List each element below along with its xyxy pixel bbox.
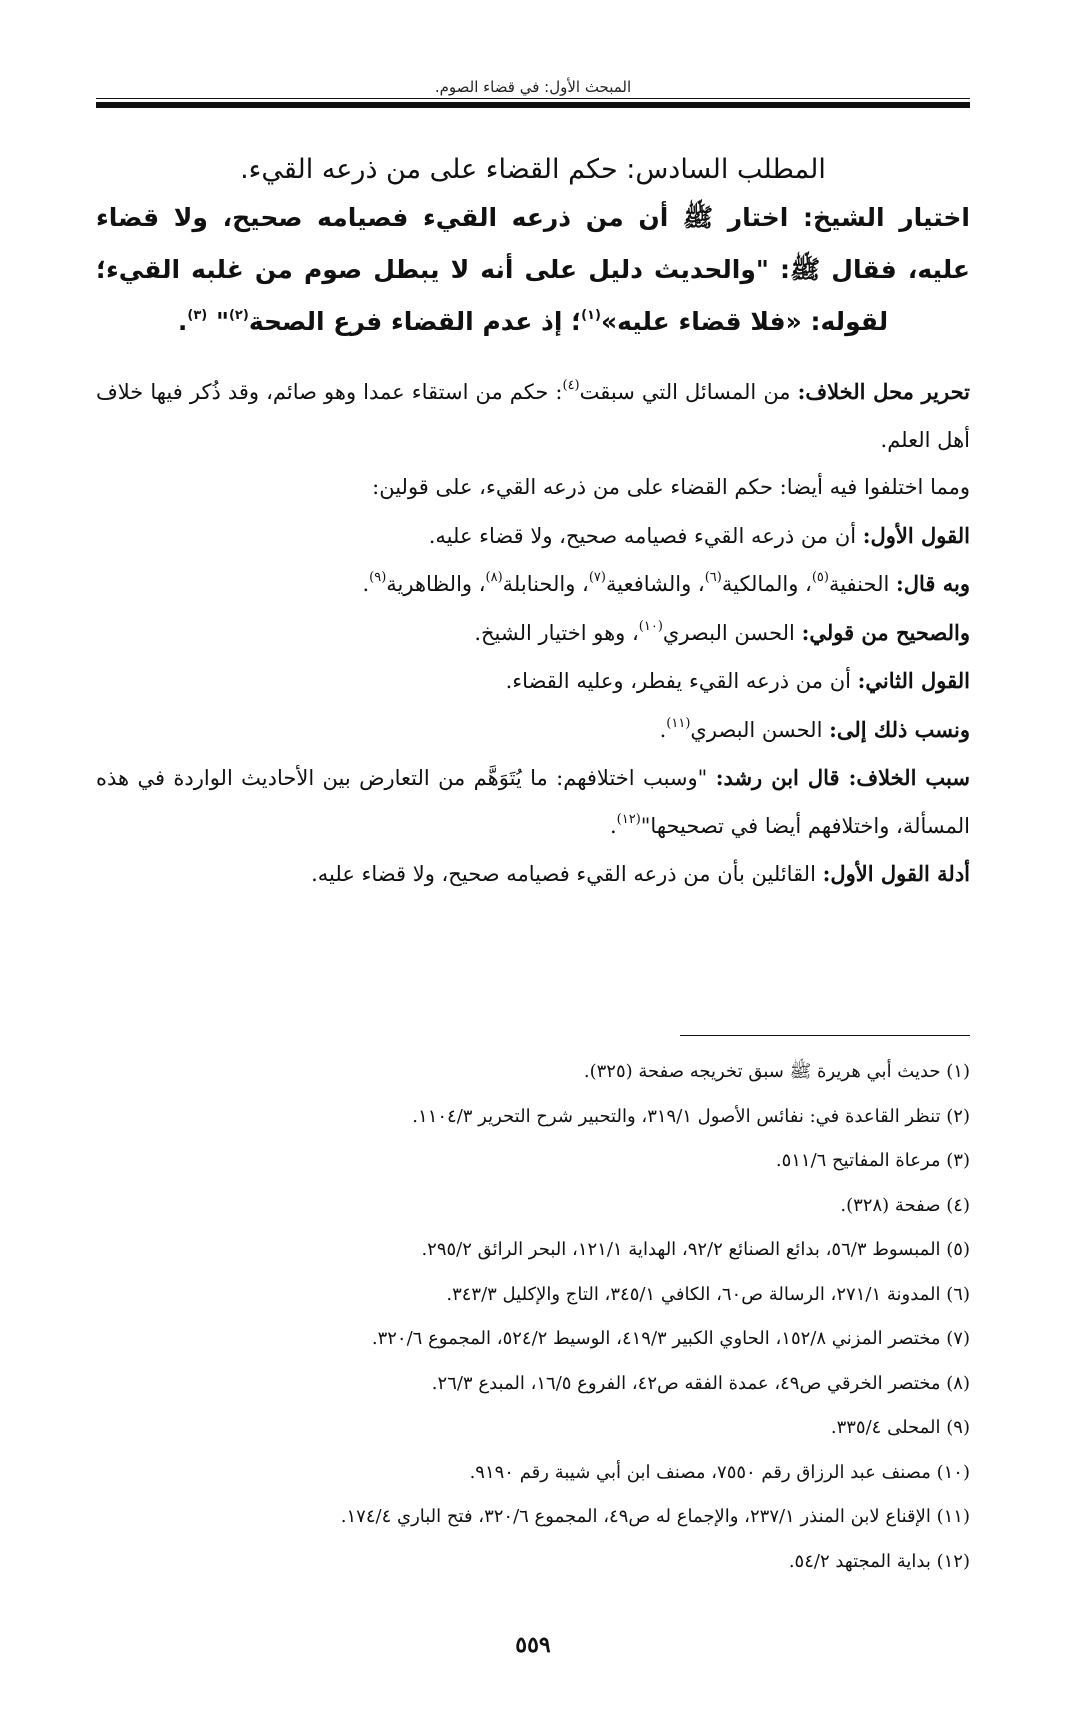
section-title: المطلب السادس: حكم القضاء على من ذرعه القيء. bbox=[240, 154, 826, 185]
footnotes bbox=[96, 1050, 970, 1584]
attribution-text-a: الحسن البصري bbox=[690, 717, 830, 742]
footnote-10: (١٠) مصنف عبد الرزاق رقم ٧٥٥٠، مصنف ابن أبي شيبة رقم ٩١٩٠. bbox=[469, 1461, 970, 1483]
footnote-ref-2: (٢) bbox=[228, 307, 249, 323]
dispute-reason-end: . bbox=[609, 813, 617, 838]
holders-shafii: ، والشافعية bbox=[605, 572, 705, 596]
first-evidence-text: القائلين بأن من ذرعه القيء فصيامه صحيح، ولا قضاء عليه. bbox=[311, 862, 823, 886]
footnote-5: (٥) المبسوط ٥٦/٣، بدائع الصنائع ٩٢/٢، الهداية ١٢١/١، البحر الرائق ٢٩٥/٢. bbox=[421, 1239, 970, 1260]
footnote-9: (٩) المحلى ٣٣٥/٤. bbox=[830, 1417, 970, 1438]
paragraph-second-opinion bbox=[96, 657, 970, 706]
footnote-12: (١٢) بداية المجتهد ٥٤/٢. bbox=[788, 1550, 970, 1572]
holders-end: . bbox=[362, 572, 370, 596]
holders-maliki: ، والمالكية bbox=[721, 572, 812, 596]
paragraph-correct-view bbox=[96, 609, 970, 658]
page-number: ٥٥٩ bbox=[515, 1632, 551, 1658]
footnote-7: (٧) مختصر المزني ١٥٢/٨، الحاوي الكبير ٤١٩/٣، الوسيط ٥٢٤/٢، المجموع ٣٢٠/٦. bbox=[371, 1328, 970, 1349]
dispute-scope-label: تحرير محل الخلاف: bbox=[797, 379, 970, 404]
first-opinion-text: أن من ذرعه القيء فصيامه صحيح، ولا قضاء عليه. bbox=[428, 523, 863, 548]
paragraph-first-opinion-holders bbox=[96, 560, 970, 609]
sheikh-choice-paragraph bbox=[96, 192, 970, 348]
body-text bbox=[96, 368, 970, 899]
header-rule-thick bbox=[96, 102, 970, 108]
footnote-6: (٦) المدونة ٢٧١/١، الرسالة ص٦٠، الكافي ٣٤٥/١، التاج والإكليل ٣٤٣/٣. bbox=[446, 1283, 970, 1305]
paragraph-dispute-scope bbox=[96, 368, 970, 464]
footnote-ref-12: (١٢) bbox=[616, 811, 641, 827]
footnote-ref-3: (٣) bbox=[187, 307, 208, 323]
choice-text-2: ؛ إذ عدم القضاء فرع الصحة bbox=[248, 307, 582, 336]
footnote-ref-9: (٩) bbox=[369, 570, 387, 585]
choice-text-1: اختار ﷺ أن من ذرعه القيء فصيامه صحيح، ولا قضاء عليه، فقال ﷺ: "والحديث دليل على أنه لا يبطل صوم من غلبه القيء؛ لقوله: «فلا قضاء عليه» bbox=[96, 203, 970, 336]
attribution-label: ونسب ذلك إلى: bbox=[829, 716, 970, 742]
footnote-8: (٨) مختصر الخرقي ص٤٩، عمدة الفقه ص٤٢، الفروع ١٦/٥، المبدع ٢٦/٣. bbox=[431, 1372, 970, 1394]
first-evidence-label: أدلة القول الأول: bbox=[822, 861, 970, 886]
choice-label: اختيار الشيخ: bbox=[802, 203, 970, 232]
holders-hanbali: ، والحنابلة bbox=[502, 572, 589, 596]
footnote-ref-6: (٦) bbox=[704, 570, 722, 585]
header-rule-thin bbox=[96, 98, 970, 99]
correct-view-text-a: الحسن البصري bbox=[662, 620, 802, 645]
footnote-ref-7: (٧) bbox=[588, 570, 606, 585]
footnote-3: (٣) مرعاة المفاتيح ٥١١/٦. bbox=[775, 1150, 970, 1171]
paragraph-dispute-reason bbox=[96, 754, 970, 850]
dispute-scope-text-a: من المسائل التي سبقت bbox=[579, 380, 798, 404]
running-header: المبحث الأول: في قضاء الصوم. bbox=[434, 78, 632, 96]
paragraph-first-evidence bbox=[96, 850, 970, 899]
dispute-reason-label: سبب الخلاف: bbox=[848, 765, 970, 790]
holders-zahiri: ، والظاهرية bbox=[386, 572, 486, 596]
correct-view-label: والصحيح من قولي: bbox=[801, 619, 970, 645]
footnote-4: (٤) صفحة (٣٢٨). bbox=[840, 1194, 970, 1216]
paragraph-first-opinion bbox=[96, 512, 970, 561]
ibn-rushd-label: قال ابن رشد: bbox=[715, 765, 849, 790]
footnote-11: (١١) الإقناع لابن المنذر ٢٣٧/١، والإجماع له ص٤٩، المجموع ٣٢٠/٦، فتح الباري ١٧٤/٤. bbox=[340, 1506, 970, 1527]
second-opinion-text: أن من ذرعه القيء يفطر، وعليه القضاء. bbox=[505, 669, 858, 693]
second-opinion-label: القول الثاني: bbox=[857, 668, 970, 693]
choice-text-4: . bbox=[177, 307, 188, 336]
footnote-ref-8: (٨) bbox=[485, 570, 503, 585]
footnote-1: (١) حديث أبي هريرة ﷺ سبق تخريجه صفحة (٣٢٥). bbox=[583, 1061, 970, 1082]
dispute-scope-text-b: : حكم من استقاء عمدا وهو صائم، وقد ذُكر فيها خلاف أهل العلم. bbox=[96, 380, 970, 452]
footnote-ref-10: (١٠) bbox=[638, 618, 663, 634]
footnote-ref-1: (١) bbox=[581, 307, 601, 323]
attribution-text-b: . bbox=[659, 717, 667, 742]
paragraph-attribution bbox=[96, 706, 970, 755]
correct-view-text-b: ، وهو اختيار الشيخ. bbox=[474, 620, 639, 645]
dispute-reason-text: "وسبب اختلافهم: ما يُتَوَهَّم من التعارض بين الأحاديث الواردة في هذه المسألة، واختلافهم أيضا في تصحيحها" bbox=[96, 766, 970, 838]
first-opinion-label: القول الأول: bbox=[862, 522, 970, 548]
holders-label: وبه قال: bbox=[895, 571, 970, 596]
choice-text-3: " bbox=[215, 307, 229, 336]
footnote-ref-4: (٤) bbox=[562, 378, 580, 393]
footnote-2: (٢) تنظر القاعدة في: نفائس الأصول ٣١٩/١، والتحبير شرح التحرير ١١٠٤/٣. bbox=[412, 1105, 970, 1127]
footnote-ref-5: (٥) bbox=[811, 570, 829, 585]
holders-hanafi: الحنفية bbox=[828, 572, 896, 596]
paragraph-disagreement: ومما اختلفوا فيه أيضا: حكم القضاء على من ذرعه القيء، على قولين: bbox=[372, 475, 970, 499]
footnote-ref-11: (١١) bbox=[666, 715, 691, 731]
footnote-separator bbox=[680, 1035, 970, 1036]
